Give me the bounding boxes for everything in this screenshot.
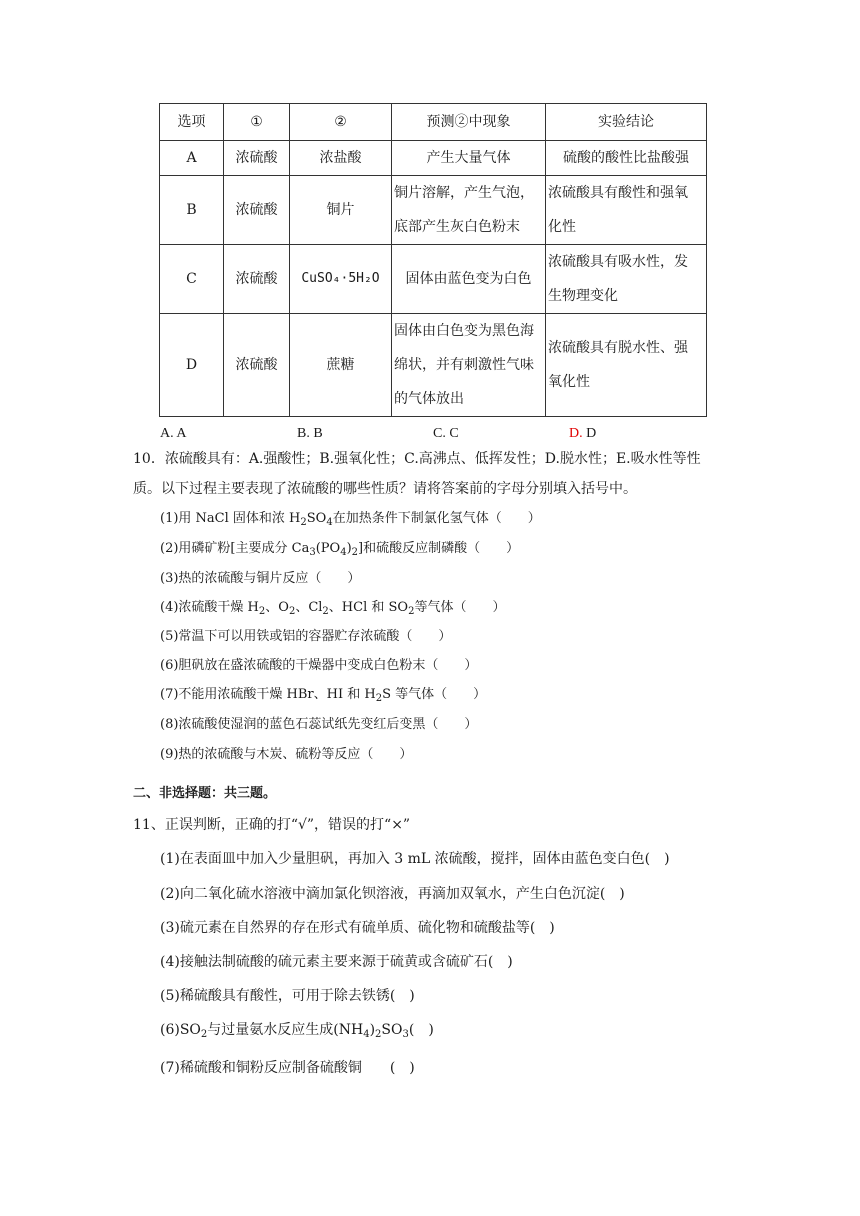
q10-line-1: 10．浓硫酸具有：A.强酸性；B.强氧化性；C.高沸点、低挥发性；D.脱水性；E.吸水性等性 xyxy=(133,451,701,467)
q10-item-4 xyxy=(160,598,505,622)
header-conclusion: 实验结论 xyxy=(546,104,707,141)
choice-text: D xyxy=(586,426,597,441)
q11-item-1: (1)在表面皿中加入少量胆矾，再加入 3 mL 浓硫酸，搅拌，固体由蓝色变白色( ) xyxy=(160,851,670,867)
experiment-table xyxy=(159,103,707,417)
choice-d[interactable] xyxy=(569,424,596,444)
item-text: SO xyxy=(381,1022,403,1038)
item-text: 等气体（ ） xyxy=(414,600,506,615)
q11-item-5: (5)稀硫酸具有酸性，可用于除去铁锈( ) xyxy=(160,988,415,1004)
item-text: 、HCl 和 SO xyxy=(328,600,409,615)
subscript: 2 xyxy=(200,1029,208,1040)
row-conclusion: 硫酸的酸性比盐酸强 xyxy=(546,141,707,176)
row-option: D xyxy=(160,314,224,417)
header-phenomenon: 预测②中现象 xyxy=(392,104,546,141)
subscript: 2 xyxy=(300,517,307,528)
q10-item-6: (6)胆矾放在盛浓硫酸的干燥器中变成白色粉末（ ） xyxy=(160,658,478,673)
q10-item-3: (3)热的浓硫酸与铜片反应（ ） xyxy=(160,571,361,586)
table-row xyxy=(160,141,707,176)
item-text: 、Cl xyxy=(295,600,323,615)
header-option: 选项 xyxy=(160,104,224,141)
choice-text: B xyxy=(313,426,323,441)
cell-line: 化性 xyxy=(548,219,576,235)
q11-item-2: (2)向二氧化硫水溶液中滴加氯化钡溶液，再滴加双氧水，产生白色沉淀( ) xyxy=(160,886,625,902)
table-row xyxy=(160,245,707,314)
choice-letter-answer: D. xyxy=(569,426,583,441)
subscript: 2 xyxy=(322,606,329,617)
q10-item-9: (9)热的浓硫酸与木炭、硫粉等反应（ ） xyxy=(160,747,413,762)
q10-item-5: (5)常温下可以用铁或铝的容器贮存浓硫酸（ ） xyxy=(160,629,452,644)
cell-line: 底部产生灰白色粉末 xyxy=(394,219,520,235)
item-text: (2)用磷矿粉[主要成分 Ca xyxy=(160,541,310,556)
row-phenomenon xyxy=(392,176,546,245)
q10-item-8: (8)浓硫酸使湿润的蓝色石蕊试纸先变红后变黑（ ） xyxy=(160,717,478,732)
subscript: 4 xyxy=(340,547,347,558)
item-text: ( ) xyxy=(408,1022,434,1038)
item-text: 在加热条件下制氯化氢气体（ ） xyxy=(332,511,541,526)
item-text: (PO xyxy=(315,541,341,556)
row-conclusion xyxy=(546,245,707,314)
subscript: 4 xyxy=(363,1029,370,1040)
section-heading: 二、非选择题：共三题。 xyxy=(133,786,277,801)
item-text: (1)用 NaCl 固体和浓 H xyxy=(160,511,301,526)
row-conclusion xyxy=(546,314,707,417)
row-reagent-1: 浓硫酸 xyxy=(224,176,290,245)
q10-item-7 xyxy=(160,685,486,709)
cell-line: 的气体放出 xyxy=(394,391,464,407)
q11-item-4: (4)接触法制硫酸的硫元素主要来源于硫黄或含硫矿石( ) xyxy=(160,954,513,970)
subscript: 3 xyxy=(402,1029,409,1040)
table-header-row xyxy=(160,104,707,141)
row-reagent-2: 蔗糖 xyxy=(290,314,392,417)
q10-line-2: 质。以下过程主要表现了浓硫酸的哪些性质？请将答案前的字母分别填入括号中。 xyxy=(133,481,637,497)
row-option: B xyxy=(160,176,224,245)
cell-line: 浓硫酸具有酸性和强氧 xyxy=(548,185,688,201)
cell-line: 绵状，并有刺激性气味 xyxy=(394,357,534,373)
choice-text: C xyxy=(449,426,459,441)
subscript: 2 xyxy=(375,1029,382,1040)
item-text: (7)不能用浓硫酸干燥 HBr、HI 和 H xyxy=(160,687,376,702)
item-text: (4)浓硫酸干燥 H xyxy=(160,600,259,615)
row-reagent-1: 浓硫酸 xyxy=(224,314,290,417)
subscript: 3 xyxy=(309,547,316,558)
choice-c[interactable] xyxy=(433,424,459,444)
q11-title: 11、正误判断，正确的打“√”，错误的打“×” xyxy=(133,817,411,833)
q10-item-2 xyxy=(160,539,519,563)
row-phenomenon xyxy=(392,314,546,417)
subscript: 2 xyxy=(258,606,266,617)
cell-line: 铜片溶解，产生气泡， xyxy=(394,185,534,201)
table-row xyxy=(160,314,707,417)
choice-text: A xyxy=(176,426,187,441)
cell-line: 浓硫酸具有吸水性，发 xyxy=(548,254,688,270)
q11-item-3: (3)硫元素在自然界的存在形式有硫单质、硫化物和硫酸盐等( ) xyxy=(160,920,555,936)
item-text: 与过量氨水反应生成(NH xyxy=(207,1022,364,1038)
cell-line: 浓硫酸具有脱水性、强 xyxy=(548,340,688,356)
choice-letter: C. xyxy=(433,426,446,441)
row-option: A xyxy=(160,141,224,176)
choice-letter: A. xyxy=(160,426,174,441)
row-phenomenon: 固体由蓝色变为白色 xyxy=(392,245,546,314)
item-text: (6)SO xyxy=(160,1022,201,1038)
subscript: 2 xyxy=(288,606,296,617)
cell-line: 氧化性 xyxy=(548,374,590,390)
subscript: 2 xyxy=(375,693,383,704)
choice-a[interactable] xyxy=(160,424,186,444)
table-row xyxy=(160,176,707,245)
q11-item-6 xyxy=(160,1020,434,1045)
subscript: 4 xyxy=(326,517,333,528)
row-reagent-2: 浓盐酸 xyxy=(290,141,392,176)
header-reagent-2: ② xyxy=(290,104,392,141)
subscript: 2 xyxy=(351,547,359,558)
item-text: SO xyxy=(306,511,327,526)
row-conclusion xyxy=(546,176,707,245)
item-text: 、O xyxy=(265,600,289,615)
row-phenomenon: 产生大量气体 xyxy=(392,141,546,176)
item-text: ]和硫酸反应制磷酸（ ） xyxy=(358,541,520,556)
q11-item-7: (7)稀硫酸和铜粉反应制备硫酸铜 ( ) xyxy=(160,1060,415,1076)
row-option: C xyxy=(160,245,224,314)
q10-item-1 xyxy=(160,509,541,533)
row-reagent-1: 浓硫酸 xyxy=(224,245,290,314)
header-reagent-1: ① xyxy=(224,104,290,141)
subscript: 2 xyxy=(408,606,415,617)
choice-b[interactable] xyxy=(297,424,323,444)
row-reagent-1: 浓硫酸 xyxy=(224,141,290,176)
row-reagent-2: 铜片 xyxy=(290,176,392,245)
cell-line: 固体由白色变为黑色海 xyxy=(394,323,534,339)
item-text: ) xyxy=(346,541,352,556)
item-text: S 等气体（ ） xyxy=(382,687,487,702)
choice-letter: B. xyxy=(297,426,310,441)
cell-line: 生物理变化 xyxy=(548,288,618,304)
row-reagent-2: CuSO₄·5H₂O xyxy=(290,245,392,314)
item-text: ) xyxy=(369,1022,376,1038)
